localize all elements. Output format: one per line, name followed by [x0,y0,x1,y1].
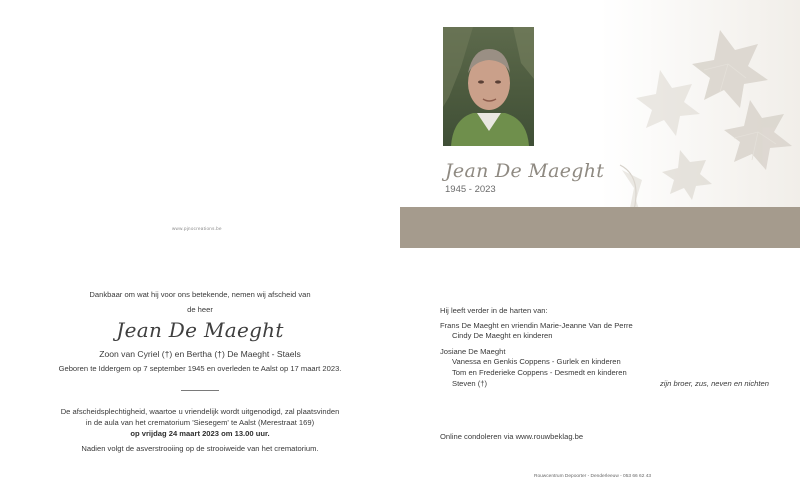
divider [181,390,219,391]
funeral-home: Rouwcentrum Depoorter - Denderleeuw - 053 66 62 43 [534,474,652,479]
cover-years: 1945 - 2023 [445,184,496,195]
printer-url: www.pi̧nocreations.be [172,226,222,231]
family-member: Steven (†) [452,379,488,388]
relations-line: zijn broer, zus, neven en nichten [660,379,769,388]
decorative-band [400,207,800,248]
family-member: Tom en Frederieke Coppens - Desmedt en kinderen [452,368,627,377]
family-heading: Hij leeft verder in de harten van: [440,306,548,315]
intro-text: Dankbaar om wat hij voor ons betekende, nemen wij afscheid van [89,290,311,299]
cover-name: Jean De Maeght [445,160,605,182]
ceremony-line-2: in de aula van het crematorium 'Siesegem' te Aalst (Merestraat 169) [85,418,315,427]
parents-line: Zoon van Cyriel (†) en Bertha (†) De Maeght - Staels [99,349,301,359]
portrait-photo [443,27,534,146]
scattering-line: Nadien volgt de asverstrooiing op de strooiweide van het crematorium. [81,444,319,453]
family-member: Cindy De Maeght en kinderen [452,331,553,340]
family-member: Frans De Maeght en vriendin Marie-Jeanne Van de Perre [440,321,633,330]
deceased-name: Jean De Maeght [116,318,284,342]
birth-death-line: Geboren te Iddergem op 7 september 1945 en overleden te Aalst op 17 maart 2023. [58,364,342,373]
ceremony-line-1: De afscheidsplechtigheid, waartoe u vriendelijk wordt uitgenodigd, zal plaatsvinden [60,407,340,416]
ceremony-date: op vrijdag 24 maart 2023 om 13.00 uur. [130,429,270,438]
family-member: Vanessa en Genkis Coppens - Gurlek en kinderen [452,357,621,366]
salutation: de heer [187,305,213,314]
family-member: Josiane De Maeght [440,347,506,356]
right-page [400,0,800,497]
condolences-line: Online condoleren via www.rouwbeklag.be [440,432,584,441]
